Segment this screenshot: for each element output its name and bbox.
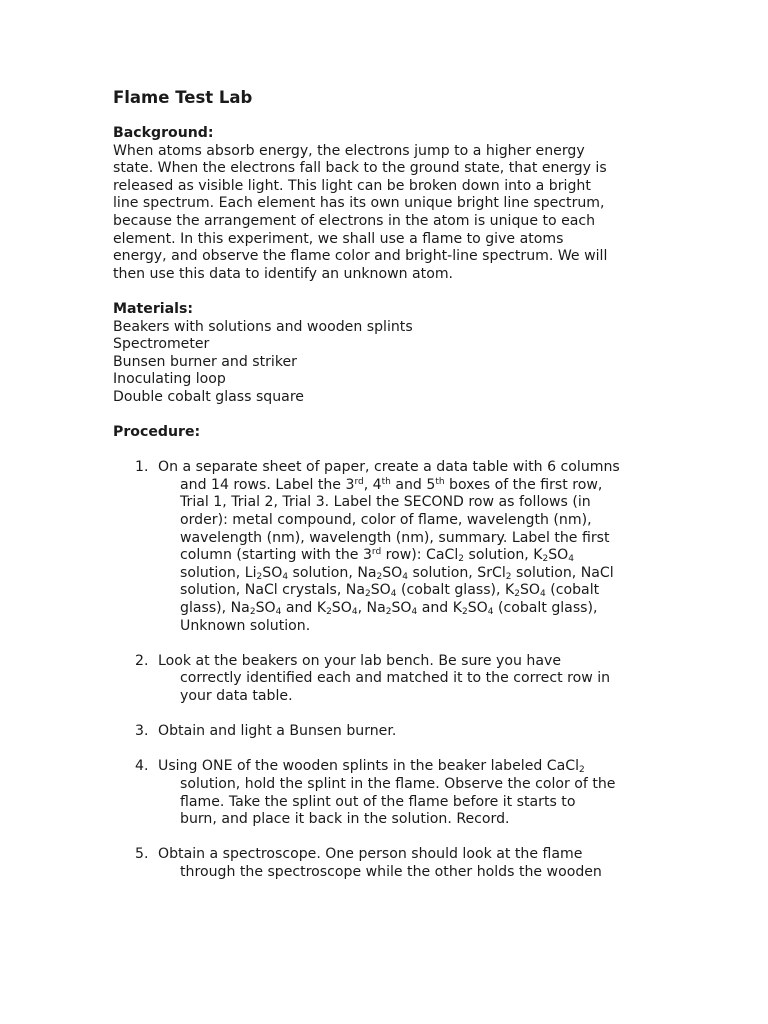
step-line: correctly identified each and matched it to the correct row in xyxy=(180,670,611,687)
step-text xyxy=(113,459,658,635)
background-paragraph xyxy=(113,143,658,284)
step-line: solution, $Li_2SO_4$ solution, $Na_2SO_4$ solution, SrCl$_2$ solution, NaCl xyxy=(180,564,614,582)
background-line: state. When the electrons fall back to the ground state, that energy is xyxy=(113,160,607,177)
page-title: Flame Test Lab xyxy=(113,88,253,107)
step-line: column (starting with the 3rd row): CaCl$_2$ solution, $K_2SO_4$ xyxy=(180,547,575,565)
step-line: Unknown solution. xyxy=(180,617,311,634)
step-number: 2. xyxy=(135,652,149,669)
procedure-step xyxy=(113,723,658,741)
background-section xyxy=(113,125,658,283)
background-line: released as visible light. This light can be broken down into a bright xyxy=(113,177,591,194)
procedure-step xyxy=(113,846,658,881)
materials-list xyxy=(113,319,658,407)
step-line: Look at the beakers on your lab bench. Be sure you have xyxy=(158,652,562,669)
step-number: 3. xyxy=(135,723,149,740)
step-line: Using ONE of the wooden splints in the beaker labeled CaCl$_2$ xyxy=(158,758,585,776)
step-line: Obtain a spectroscope. One person should look at the flame xyxy=(158,846,583,863)
step-line: flame. Take the splint out of the flame before it starts to xyxy=(180,793,576,810)
materials-item: Double cobalt glass square xyxy=(113,388,304,405)
procedure-step xyxy=(113,459,658,635)
procedure-step xyxy=(113,758,658,828)
procedure-section xyxy=(113,424,658,881)
step-line: order): metal compound, color of flame, wavelength (nm), xyxy=(180,512,592,529)
step-line: and 14 rows. Label the 3rd, 4th and 5th boxes of the first row, xyxy=(180,476,603,493)
background-line: line spectrum. Each element has its own unique bright line spectrum, xyxy=(113,195,605,212)
step-text xyxy=(113,758,658,828)
materials-item: Inoculating loop xyxy=(113,371,226,388)
step-line: your data table. xyxy=(180,688,293,704)
background-line: element. In this experiment, we shall use a flame to give atoms xyxy=(113,230,564,247)
step-line: glass), $Na_2SO_4$ and $K_2SO_4$, $Na_2SO_4$ and $K_2SO_4$ (cobalt glass), xyxy=(180,600,598,618)
step-line: solution, NaCl crystals, $Na_2SO_4$ (cobalt glass), $K_2SO_4$ (cobalt xyxy=(180,582,600,600)
step-line: Obtain and light a Bunsen burner. xyxy=(158,723,397,740)
procedure-steps xyxy=(113,459,658,881)
procedure-step xyxy=(113,653,658,706)
procedure-heading: Procedure: xyxy=(113,424,201,441)
step-number: 1. xyxy=(135,459,149,476)
background-line: then use this data to identify an unknown atom. xyxy=(113,265,454,282)
step-line: wavelength (nm), wavelength (nm), summary. Label the first xyxy=(180,529,610,546)
materials-heading: Materials: xyxy=(113,300,193,317)
step-line: On a separate sheet of paper, create a data table with 6 columns xyxy=(158,459,620,476)
step-text xyxy=(113,653,658,706)
step-line: Trial 1, Trial 2, Trial 3. Label the SECOND row as follows (in xyxy=(180,494,591,511)
step-number: 4. xyxy=(135,758,149,775)
step-line: burn, and place it back in the solution. Record. xyxy=(180,811,510,828)
step-line: through the spectroscope while the other holds the wooden xyxy=(180,863,602,880)
step-line: solution, hold the splint in the flame. Observe the color of the xyxy=(180,775,616,792)
background-heading: Background: xyxy=(113,125,214,141)
document-page xyxy=(113,88,658,899)
background-line: When atoms absorb energy, the electrons jump to a higher energy xyxy=(113,142,585,159)
background-line: because the arrangement of electrons in the atom is unique to each xyxy=(113,212,596,229)
materials-item: Beakers with solutions and wooden splints xyxy=(113,318,413,335)
background-line: energy, and observe the flame color and bright-line spectrum. We will xyxy=(113,248,608,265)
materials-item: Spectrometer xyxy=(113,336,210,353)
materials-item: Bunsen burner and striker xyxy=(113,353,297,370)
step-text xyxy=(113,846,658,881)
materials-section xyxy=(113,301,658,407)
step-number: 5. xyxy=(135,846,149,863)
step-text xyxy=(113,723,658,741)
